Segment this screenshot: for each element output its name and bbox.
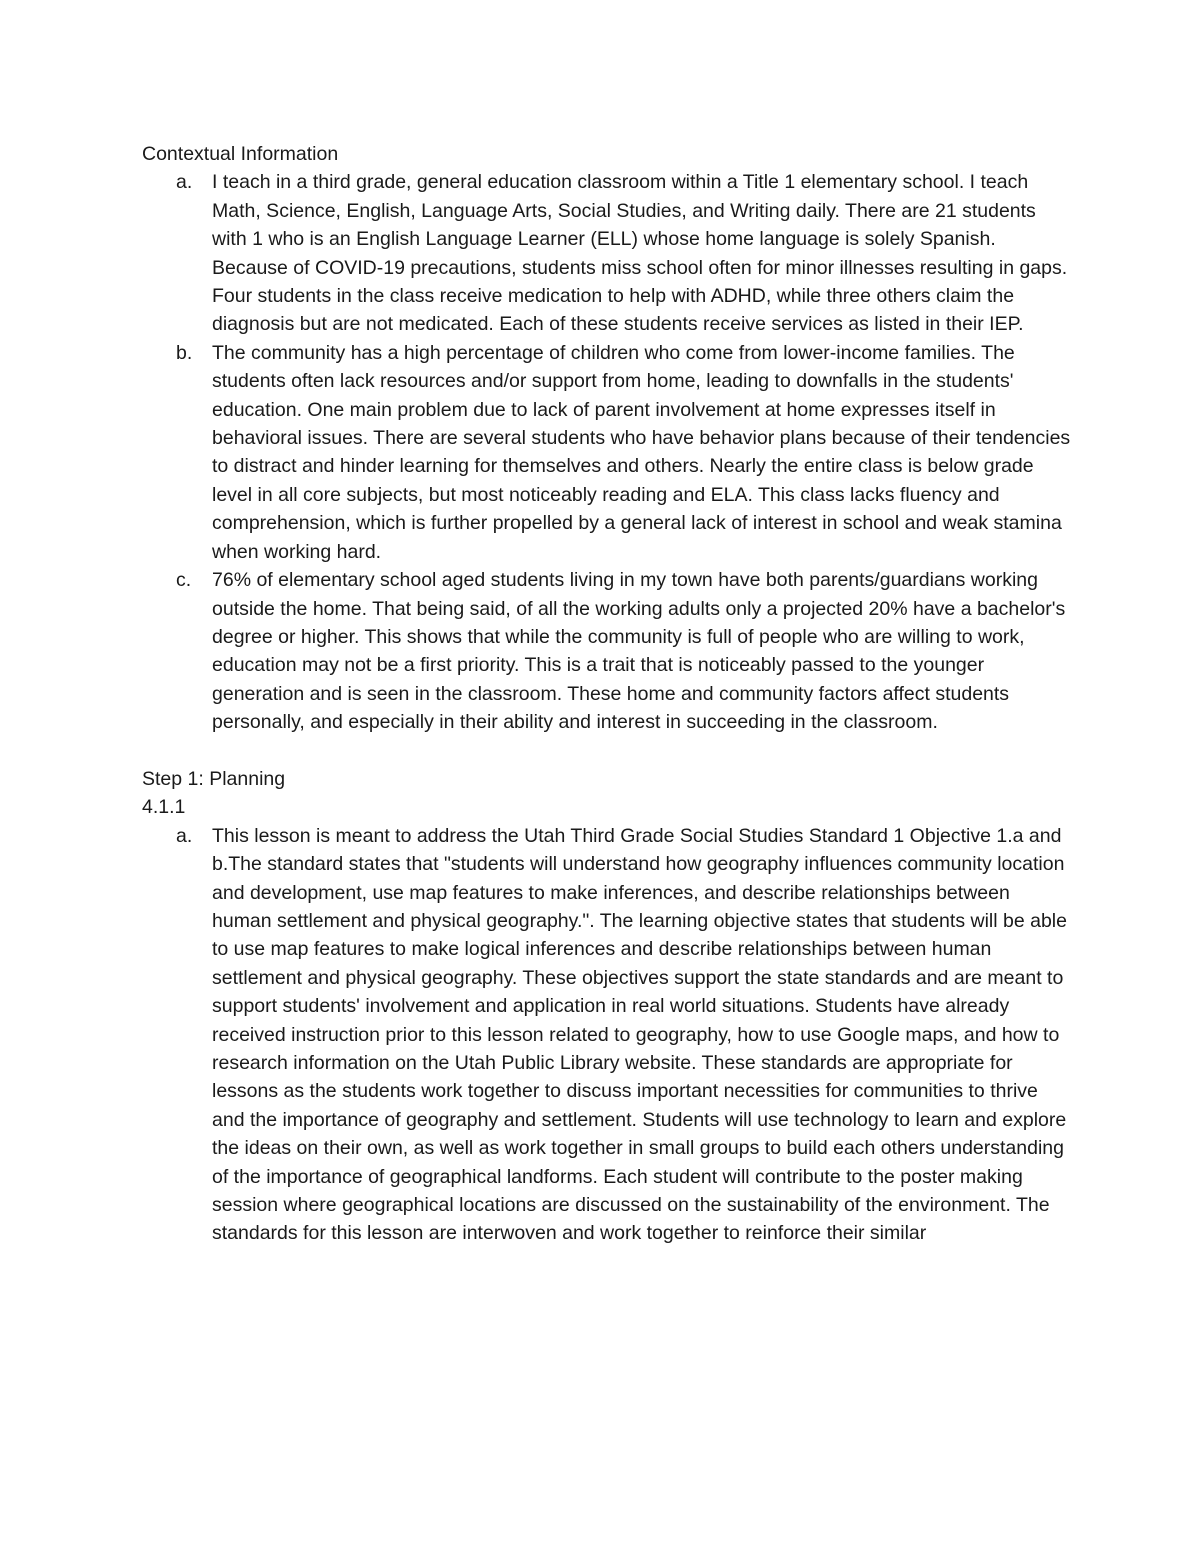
section-heading-planning: Step 1: Planning <box>142 767 286 790</box>
planning-list <box>142 822 1072 1248</box>
list-item-text: The community has a high percentage of children who come from lower-income families. The students often lack resources and/or support from home, leading to downfalls in the students' education. One main problem due to lack of parent involvement at home expresses itself in behavioral issues. There are several students who have behavior plans because of their tendencies to distract and hinder learning for themselves and others. Nearly the entire class is below grade level in all core subjects, but most noticeably reading and ELA. This class lacks fluency and comprehension, which is further propelled by a general lack of interest in school and weak stamina when working hard. <box>212 341 1071 563</box>
list-marker: a. <box>176 824 193 847</box>
list-item-text: I teach in a third grade, general education classroom within a Title 1 elementary school. I teach Math, Science, English, Language Arts, Social Studies, and Writing daily. There are 21 students with 1 who is an English Language Learner (ELL) whose home language is solely Spanish. Because of COVID-19 precautions, students miss school often for minor illnesses resulting in gaps. Four students in the class receive medication to help with ADHD, while three others claim the diagnosis but are not medicated. Each of these students receive services as listed in their IEP. <box>212 171 1068 336</box>
list-item-text: This lesson is meant to address the Utah Third Grade Social Studies Standard 1 Objective 1.a and b.The standard states that "students will understand how geography influences community location and development, use map features to make inferences, and describe relationships between human settlement and physical geography.". The learning objective states that students will be able to use map features to make logical inferences and describe relationships between human settlement and physical geography. These objectives support the state standards and are meant to support students' involvement and application in real world situations. Students have already received instruction prior to this lesson related to geography, how to use Google maps, and how to research information on the Utah Public Library website. These standards are appropriate for lessons as the students work together to discuss important necessities for communities to thrive and the importance of geography and settlement. Students will use technology to learn and explore the ideas on their own, as well as work together in small groups to build each others understanding of the importance of geographical landforms. Each student will contribute to the poster making session where geographical locations are discussed on the sustainability of the environment. The standards for this lesson are interwoven and work together to reinforce their similar <box>212 824 1067 1245</box>
contextual-list <box>142 168 1072 736</box>
list-item <box>142 566 1072 736</box>
list-item <box>142 339 1072 566</box>
list-marker: c. <box>176 569 192 592</box>
list-item <box>142 822 1072 1248</box>
list-marker: a. <box>176 171 193 194</box>
list-item <box>142 168 1072 338</box>
section-subheading-number: 4.1.1 <box>142 796 186 819</box>
section-spacer <box>142 737 1072 765</box>
section-heading-contextual: Contextual Information <box>142 143 339 165</box>
list-item-text: 76% of elementary school aged students living in my town have both parents/guardians working outside the home. That being said, of all the working adults only a projected 20% have a bachelor's degree or higher. This shows that while the community is full of people who are willing to work, education may not be a first priority. This is a trait that is noticeably passed to the younger generation and is seen in the classroom. These home and community factors affect students personally, and especially in their ability and interest in succeeding in the classroom. <box>212 569 1066 734</box>
list-marker: b. <box>176 341 193 364</box>
document-content <box>142 140 1072 1248</box>
